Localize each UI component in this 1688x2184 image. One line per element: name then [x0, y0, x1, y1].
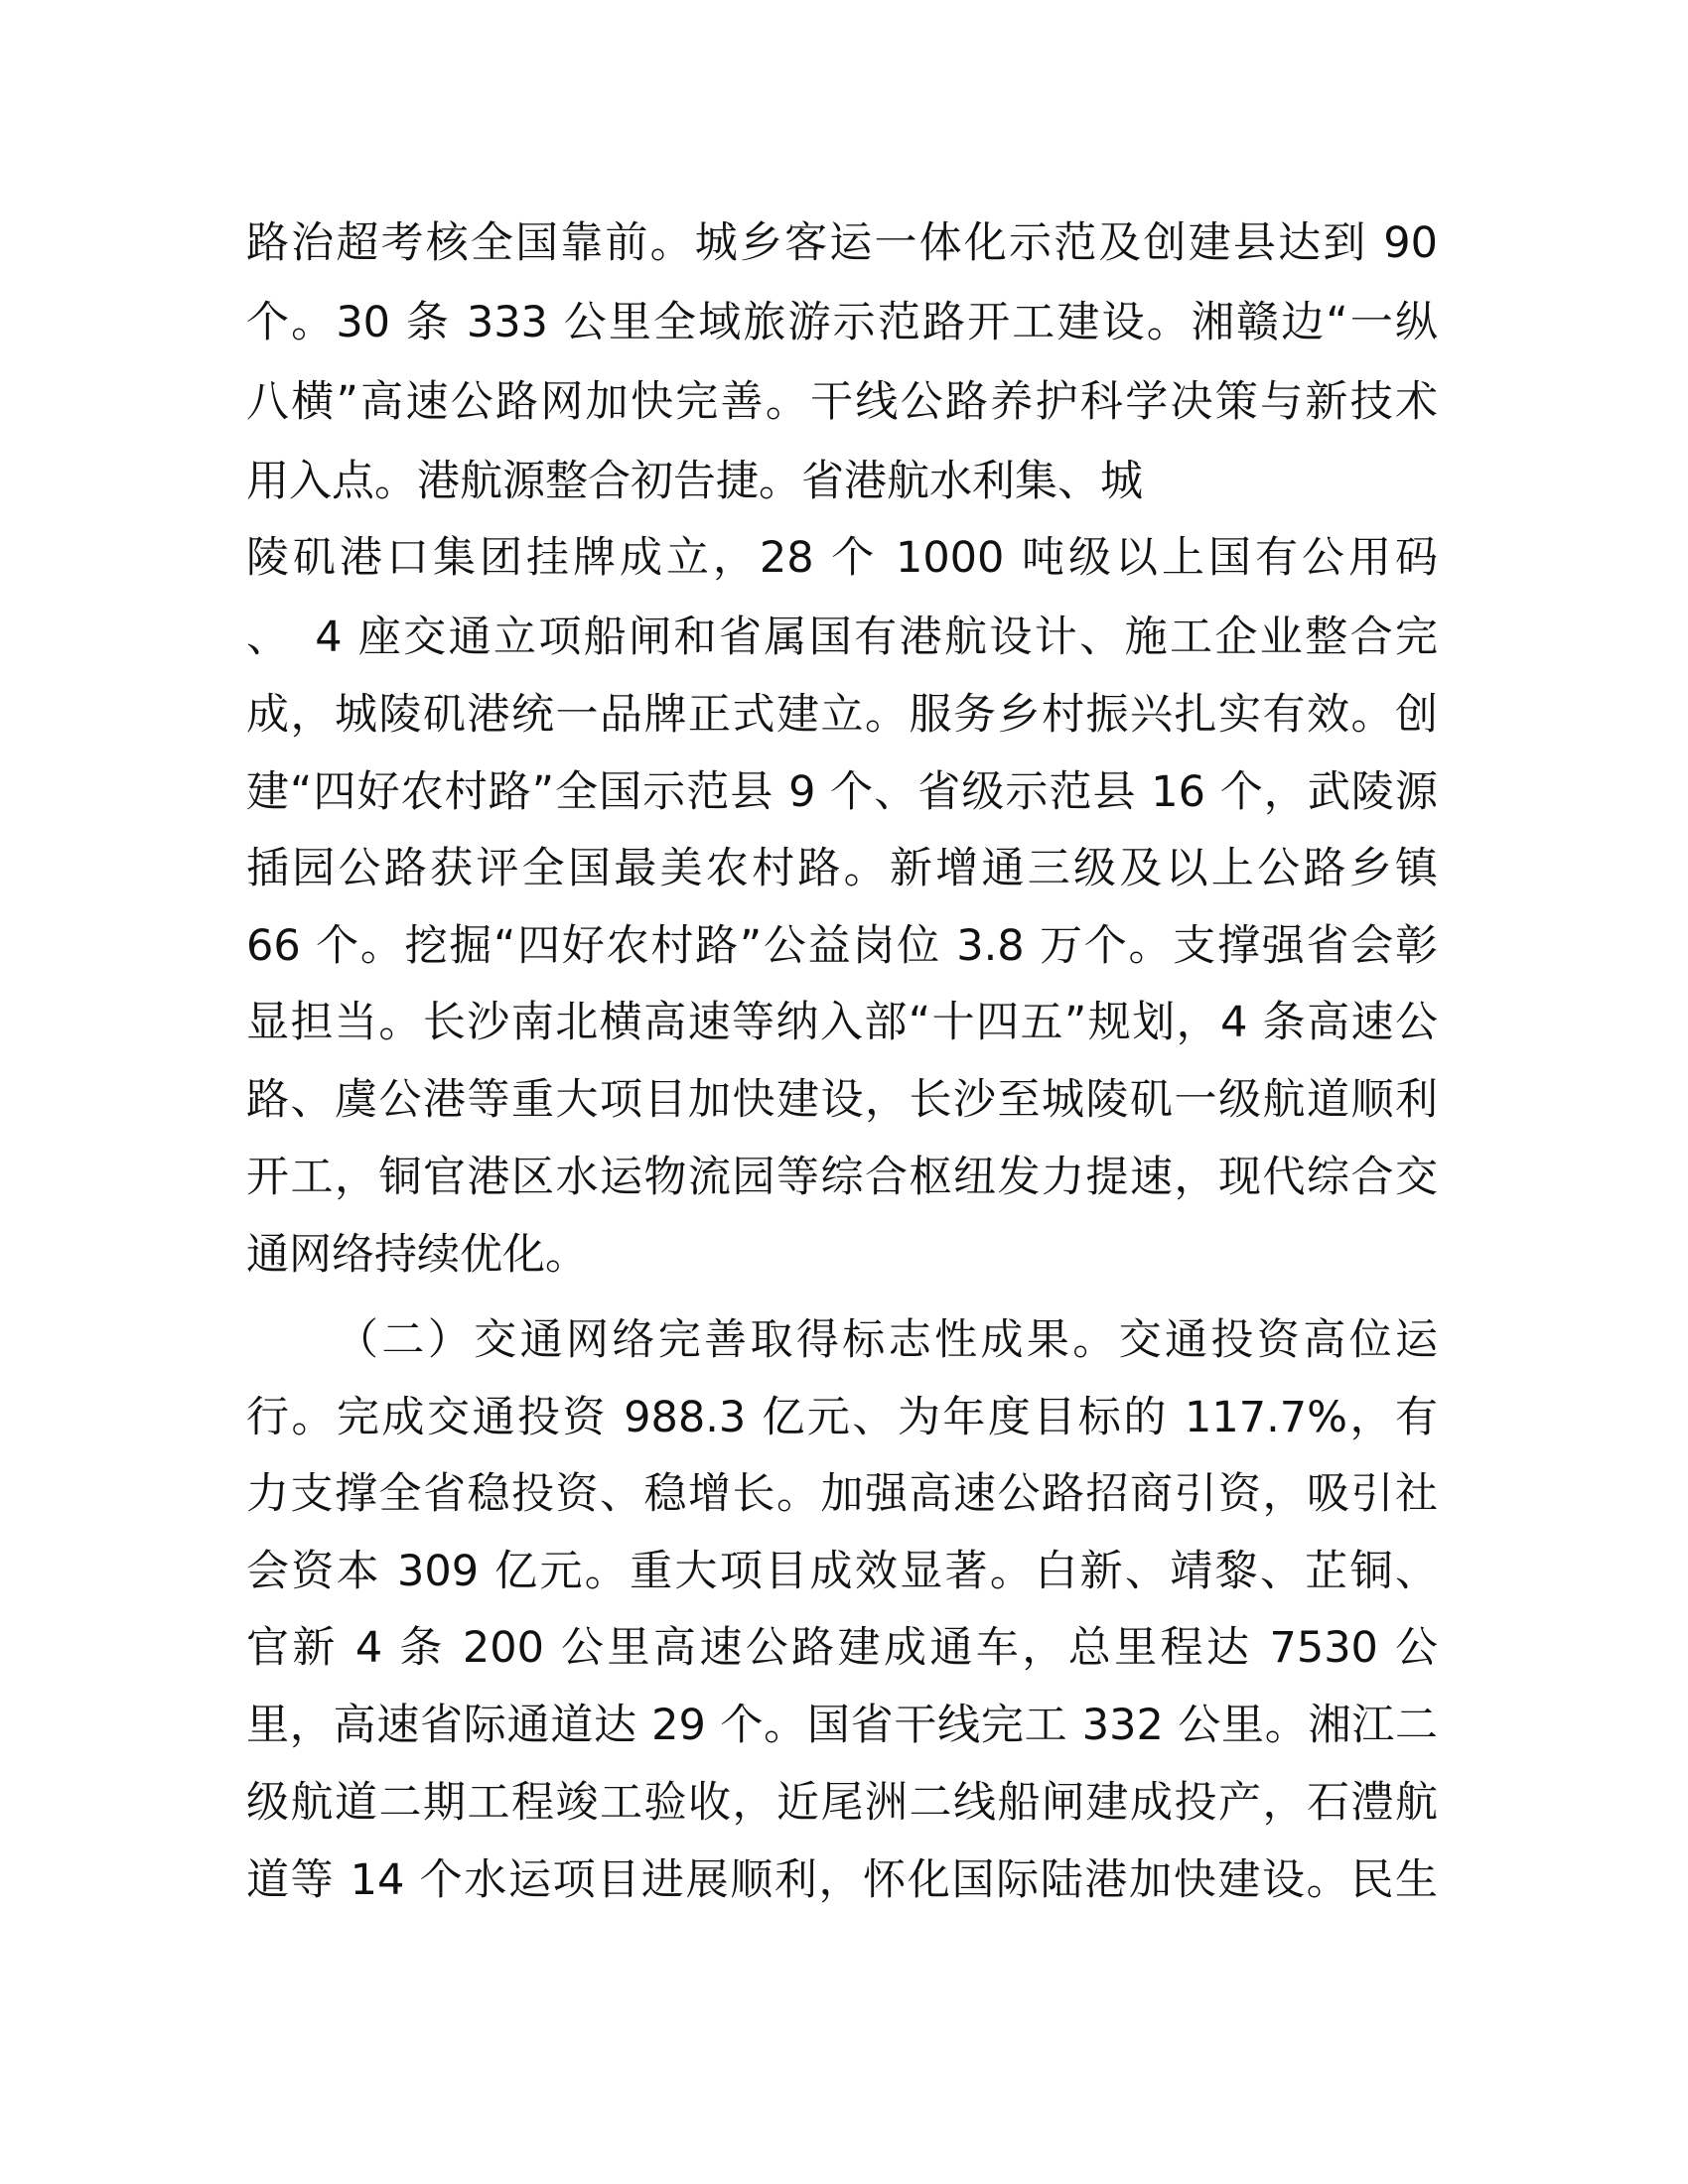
text-line: 插园公路获评全国最美农村路。新增通三级及以上公路乡镇 — [246, 844, 1438, 893]
text-line: 成，城陵矶港统一品牌正式建立。服务乡村振兴扎实有效。创 — [246, 690, 1438, 740]
text-line: 道等 14 个水运项目进展顺利，怀化国际陆港加快建设。民生 — [246, 1855, 1438, 1905]
text-line: 级航道二期工程竣工验收，近尾洲二线船闸建成投产，石澧航 — [246, 1778, 1438, 1828]
text-line: 建“四好农村路”全国示范县 9 个、省级示范县 16 个，武陵源 — [246, 767, 1438, 817]
text-line: 用入点。港航源整合初告捷。省港航水利集、城 — [246, 457, 1143, 506]
text-line: 八横”高速公路网加快完善。干线公路养护科学决策与新技术 — [246, 377, 1438, 427]
text-line: 路、虞公港等重大项目加快建设，长沙至城陵矶一级航道顺利 — [246, 1075, 1438, 1125]
text-line: 里，高速省际通道达 29 个。国省干线完工 332 公里。湘江二 — [246, 1701, 1438, 1750]
text-line: 力支撑全省稳投资、稳增长。加强高速公路招商引资，吸引社 — [246, 1469, 1438, 1519]
text-line: 通网络持续优化。 — [246, 1230, 588, 1280]
section-heading-line: （二）交通网络完善取得标志性成果。交通投资高位运 — [336, 1315, 1438, 1365]
text-line: 陵矶港口集团挂牌成立，28 个 1000 吨级以上国有公用码 — [246, 533, 1438, 583]
text-line: 、 4 座交通立项船闸和省属国有港航设计、施工企业整合完 — [246, 613, 1438, 662]
text-line: 66 个。挖掘“四好农村路”公益岗位 3.8 万个。支撑强省会彰 — [246, 921, 1438, 971]
text-line: 显担当。长沙南北横高速等纳入部“十四五”规划，4 条高速公 — [246, 998, 1438, 1047]
text-line: 会资本 309 亿元。重大项目成效显著。白新、靖黎、芷铜、 — [246, 1547, 1438, 1596]
text-line: 开工，铜官港区水运物流园等综合枢纽发力提速，现代综合交 — [246, 1153, 1438, 1202]
text-line: 行。完成交通投资 988.3 亿元、为年度目标的 117.7%，有 — [246, 1393, 1438, 1442]
text-line: 路治超考核全国靠前。城乡客运一体化示范及创建县达到 90 — [246, 218, 1438, 268]
text-line: 官新 4 条 200 公里高速公路建成通车，总里程达 7530 公 — [246, 1623, 1438, 1673]
text-line: 个。30 条 333 公里全域旅游示范路开工建设。湘赣边“一纵 — [246, 298, 1438, 347]
